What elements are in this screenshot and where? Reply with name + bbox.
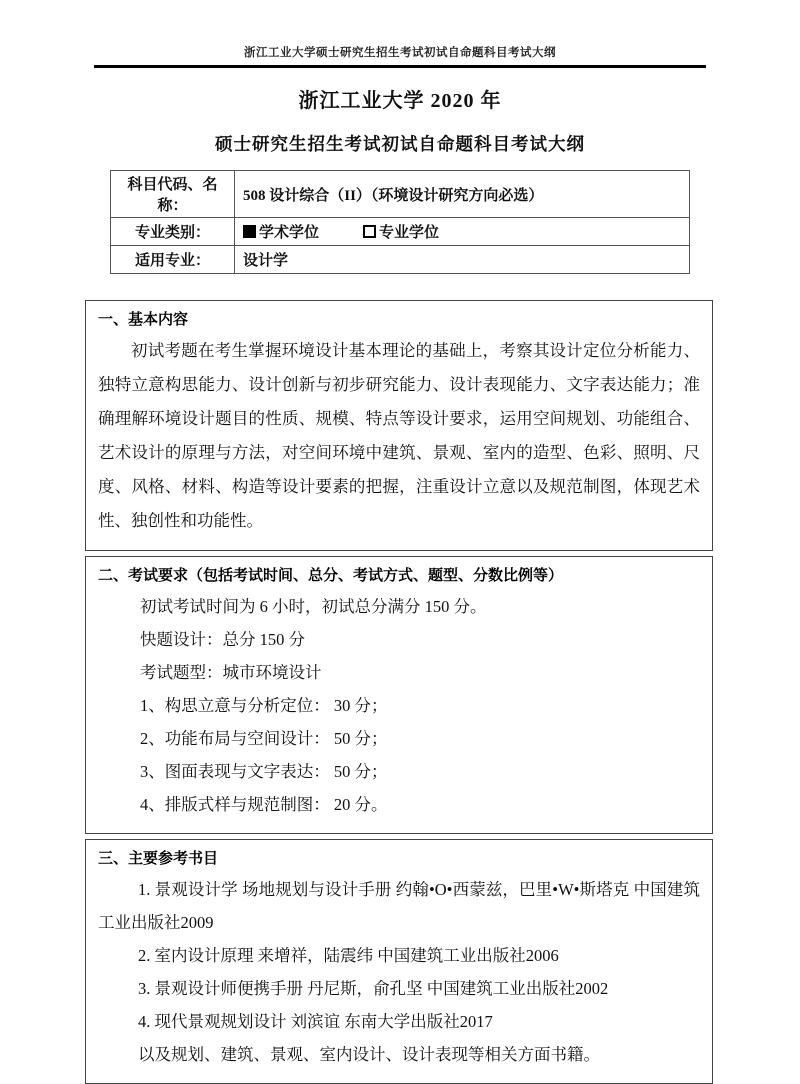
exam-requirement-line: 考试题型：城市环境设计 [140, 663, 322, 682]
section-title-reference-books: 三、主要参考书目 [98, 850, 219, 867]
professional-degree-option-label: 专业学位 [379, 225, 440, 241]
reference-book-item: 1. 景观设计学 场地规划与设计手册 约翰•O•西蒙兹，巴里•W•斯塔克 中国建筑工业出版社2009 [98, 880, 700, 932]
reference-book-item: 3. 景观设计师便携手册 丹尼斯，俞孔坚 中国建筑工业出版社2002 [138, 979, 609, 998]
section-exam-requirements [85, 556, 713, 834]
reference-book-item: 4. 现代景观规划设计 刘滨谊 东南大学出版社2017 [138, 1012, 493, 1031]
subject-code-value: 508 设计综合（II）（环境设计研究方向必选） [235, 171, 690, 218]
academic-degree-option-label: 学术学位 [259, 225, 320, 241]
reference-book-item: 2. 室内设计原理 来增祥，陆震纬 中国建筑工业出版社2006 [138, 946, 559, 965]
header-rule [94, 65, 706, 68]
reference-books-note: 以及规划、建筑、景观、室内设计、设计表现等相关方面书籍。 [138, 1045, 600, 1064]
applicable-major-label: 适用专业： [111, 246, 235, 274]
running-header: 浙江工业大学硕士研究生招生考试初试自命题科目考试大纲 [244, 47, 556, 59]
table-row-subject-code [111, 171, 690, 218]
section-title-exam-requirements: 二、考试要求（包括考试时间、总分、考试方式、题型、分数比例等） [98, 567, 564, 584]
exam-score-item: 4、排版式样与规范制图： 20 分。 [140, 795, 388, 814]
category-label: 专业类别： [111, 218, 235, 246]
section-reference-books [85, 839, 713, 1084]
subject-code-label: 科目代码、名称： [111, 171, 235, 218]
page-subtitle: 硕士研究生招生考试初试自命题科目考试大纲 [215, 134, 585, 154]
exam-score-item: 1、构思立意与分析定位： 30 分； [140, 696, 388, 715]
section-basic-content [85, 300, 713, 551]
sections-container [85, 300, 713, 1084]
section-title-basic-content: 一、基本内容 [98, 311, 189, 328]
table-row-category [111, 218, 690, 246]
applicable-major-value: 设计学 [235, 246, 690, 274]
basic-content-paragraph: 初试考题在考生掌握环境设计基本理论的基础上，考察其设计定位分析能力、独特立意构思能力、设计创新与初步研究能力、设计表现能力、文字表达能力；准确理解环境设计题目的性质、规模、特点等设计要求，运用空间规划、功能组合、艺术设计的原理与方法，对空间环境中建筑、景观、室内的造型、色彩、照明、尺度、风格、材料、构造等设计要素的把握，注重设计立意以及规范制图，体现艺术性、独创性和功能性。 [98, 341, 700, 530]
table-row-applicable-major [111, 246, 690, 274]
professional-degree-checkbox-unchecked-icon [363, 225, 376, 238]
exam-score-item: 3、图面表现与文字表达： 50 分； [140, 762, 388, 781]
exam-requirement-line: 快题设计：总分 150 分 [140, 630, 305, 649]
exam-score-item: 2、功能布局与空间设计： 50 分； [140, 729, 388, 748]
category-value [235, 218, 690, 246]
page-title: 浙江工业大学 2020 年 [298, 90, 502, 112]
exam-requirement-line: 初试考试时间为 6 小时，初试总分满分 150 分。 [140, 597, 487, 616]
subject-info-table [110, 170, 690, 274]
academic-degree-checkbox-checked-icon [243, 225, 256, 238]
